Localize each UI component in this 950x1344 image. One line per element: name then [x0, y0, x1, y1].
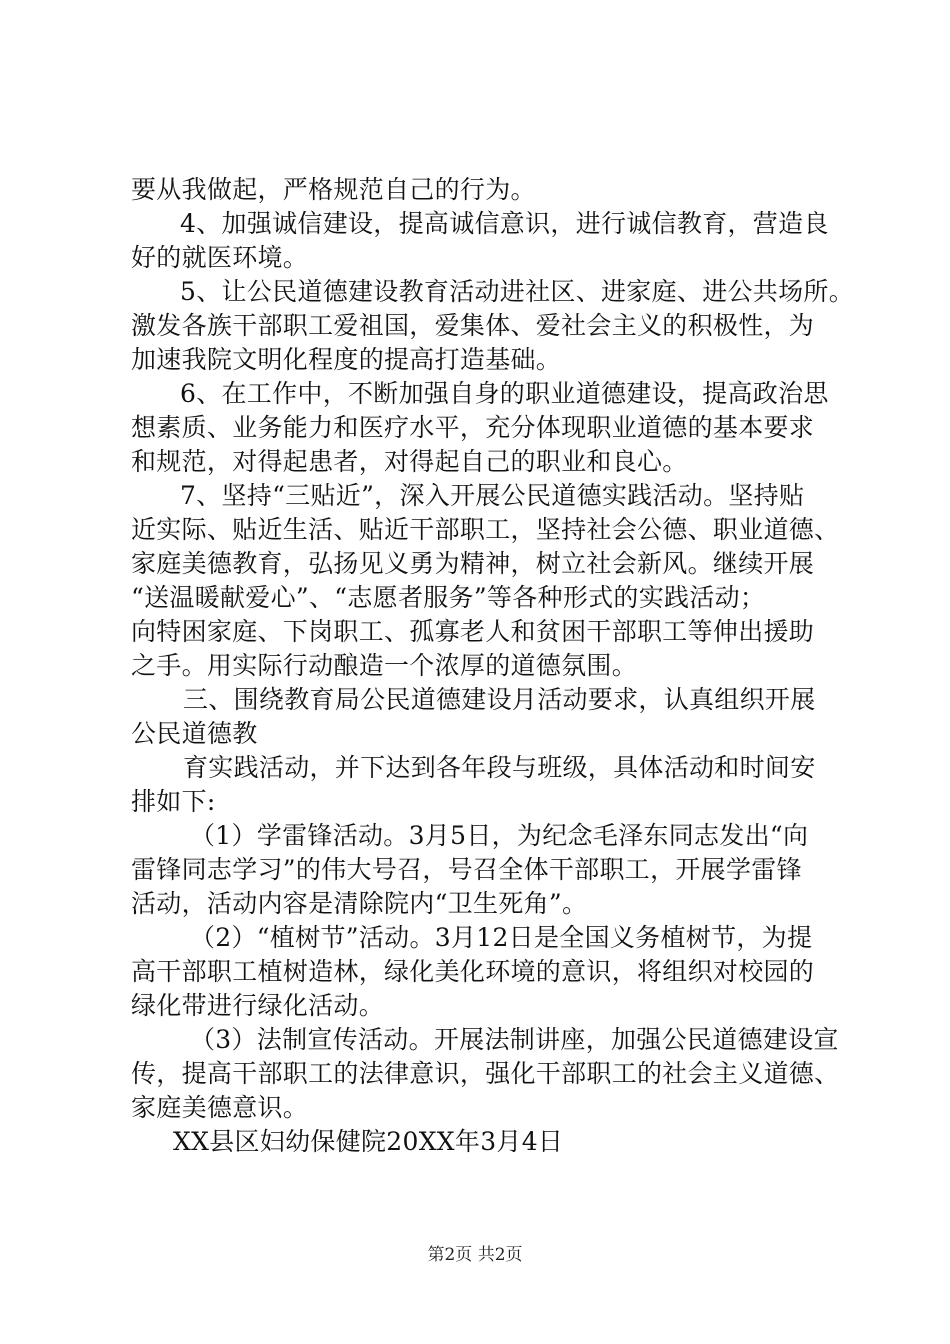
signature-line: XX县区妇幼保健院20XX年3月4日 [173, 1127, 564, 1156]
list-item: （3）法制宣传活动。开展法制讲座，加强公民道德建设宣 [190, 1025, 839, 1054]
section-heading: 三、围绕教育局公民道德建设月活动要求，认真组织开展 [183, 685, 816, 714]
text-line: 6、在工作中，不断加强自身的职业道德建设，提高政治思 [180, 379, 829, 408]
text-line: 家庭美德教育，弘扬见义勇为精神，树立社会新风。继续开展 [131, 549, 815, 578]
text-line: 高干部职工植树造林，绿化美化环境的意识，将组织对校园的 [131, 957, 815, 986]
text-line: 家庭美德意识。 [131, 1093, 309, 1122]
text-line: 要从我做起，严格规范自己的行为。 [131, 175, 536, 204]
text-line: 雷锋同志学习”的伟大号召，号召全体干部职工，开展学雷锋 [131, 855, 802, 884]
page-number: 第2页 共2页 [427, 1245, 523, 1265]
text-line: 绿化带进行绿化活动。 [131, 991, 385, 1020]
text-line: 排如下: [131, 787, 216, 816]
text-line: 5、让公民道德建设教育活动进社区、进家庭、进公共场所。 [180, 277, 855, 306]
list-item: （1）学雷锋活动。3月5日，为纪念毛泽东同志发出“向 [190, 821, 809, 850]
text-line: 公民道德教 [131, 719, 258, 748]
text-line: 想素质、业务能力和医疗水平，充分体现职业道德的基本要求 [131, 413, 815, 442]
text-line: 激发各族干部职工爱祖国，爱集体、爱社会主义的积极性，为 [131, 311, 815, 340]
text-line: 传，提高干部职工的法律意识，强化干部职工的社会主义道德、 [131, 1059, 840, 1088]
text-line: 4、加强诚信建设，提高诚信意识，进行诚信教育，营造良 [180, 209, 829, 238]
text-line: 活动，活动内容是清除院内“卫生死角”。 [131, 889, 588, 918]
text-line: 向特困家庭、下岗职工、孤寡老人和贫困干部职工等伸出援助 [131, 617, 815, 646]
text-line: 和规范，对得起患者，对得起自己的职业和良心。 [131, 447, 688, 476]
text-line: 好的就医环境。 [131, 243, 309, 272]
text-line: 之手。用实际行动酿造一个浓厚的道德氛围。 [131, 651, 638, 680]
text-line: 近实际、贴近生活、贴近干部职工，坚持社会公德、职业道德、 [131, 515, 840, 544]
text-line: 加速我院文明化程度的提高打造基础。 [131, 345, 562, 374]
list-item: （2）“植树节”活动。3月12日是全国义务植树节，为提 [190, 923, 813, 952]
text-line: 育实践活动，并下达到各年段与班级，具体活动和时间安 [183, 753, 816, 782]
text-line: “送温暖献爱心”、“志愿者服务”等各种形式的实践活动； [131, 583, 766, 612]
text-line: 7、坚持“三贴近”，深入开展公民道德实践活动。坚持贴 [180, 481, 805, 510]
